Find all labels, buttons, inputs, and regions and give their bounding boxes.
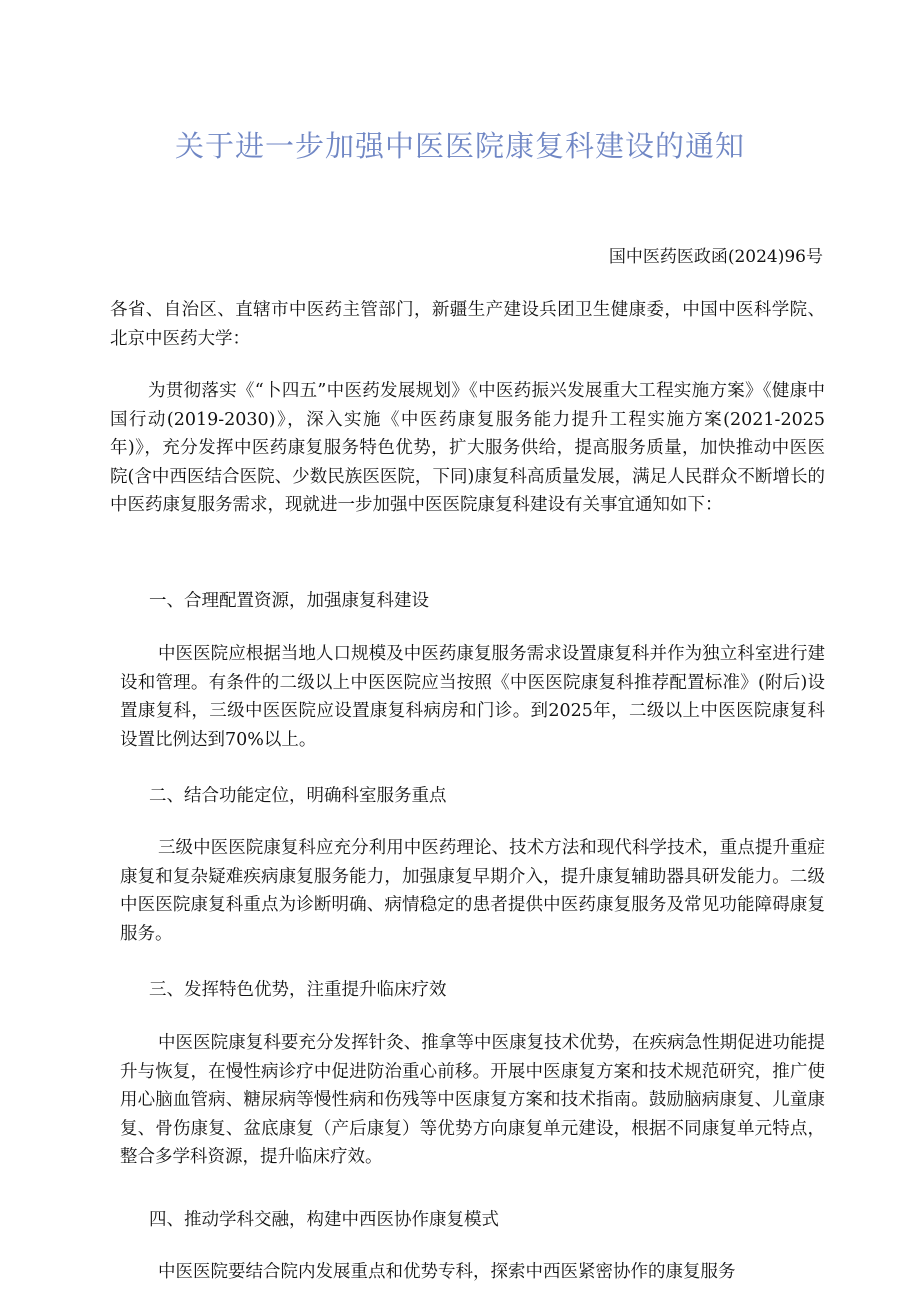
section-body-4: 中医医院要结合院内发展重点和优势专科，探索中西医紧密协作的康复服务 — [158, 1262, 736, 1282]
section-heading-1: 一、合理配置资源，加强康复科建设 — [149, 591, 429, 611]
section-heading-3: 三、发挥特色优势，注重提升临床疗效 — [149, 980, 447, 1000]
salutation: 各省、自治区、直辖市中医药主管部门，新疆生产建设兵团卫生健康委，中国中医科学院、北京中医药大学： — [110, 300, 825, 349]
section-heading-2: 二、结合功能定位，明确科室服务重点 — [149, 786, 447, 806]
section-heading-4: 四、推动学科交融，构建中西医协作康复模式 — [149, 1210, 499, 1230]
section-body-3: 中医医院康复科要充分发挥针灸、推拿等中医康复技术优势，在疾病急性期促进功能提升与恢复，在慢性病诊疗中促进防治重心前移。开展中医康复方案和技术规范研究，推广使用心脑血管病、糖尿病等慢性病和伤残等中医康复方案和技术指南。鼓励脑病康复、儿童康复、骨伤康复、盆底康复（产后康复）等优势方向康复单元建设，根据不同康复单元特点，整合多学科资源，提升临床疗效。 — [120, 1033, 825, 1167]
document-title: 关于进一步加强中医医院康复科建设的通知 — [174, 129, 745, 163]
intro-paragraph: 为贯彻落实《“卜四五”中医药发展规划》《中医药振兴发展重大工程实施方案》《健康中国行动(2019-2030)》，深入实施《中医药康复服务能力提升工程实施方案(2021-2025年)》，充分发挥中医药康复服务特色优势，扩大服务供给，提高服务质量，加快推动中医医院(含中西医结合医院、少数民族医医院，下同)康复科高质量发展，满足人民群众不断增长的中医药康复服务需求，现就进一步加强中医医院康复科建设有关事宜通知如下： — [110, 381, 825, 515]
section-body-1: 中医医院应根据当地人口规模及中医药康复服务需求设置康复科并作为独立科室进行建设和管理。有条件的二级以上中医医院应当按照《中医医院康复科推荐配置标准》(附后)设置康复科，三级中医医院应设置康复科病房和门诊。到2025年，二级以上中医医院康复科设置比例达到70%以上。 — [120, 644, 825, 750]
section-body-2: 三级中医医院康复科应充分利用中医药理论、技术方法和现代科学技术，重点提升重症康复和复杂疑难疾病康复服务能力，加强康复早期介入，提升康复辅助器具研发能力。二级中医医院康复科重点为诊断明确、病情稳定的患者提供中医药康复服务及常见功能障碍康复服务。 — [120, 838, 825, 944]
document-number: 国中医药医政函(2024)96号 — [608, 247, 823, 267]
